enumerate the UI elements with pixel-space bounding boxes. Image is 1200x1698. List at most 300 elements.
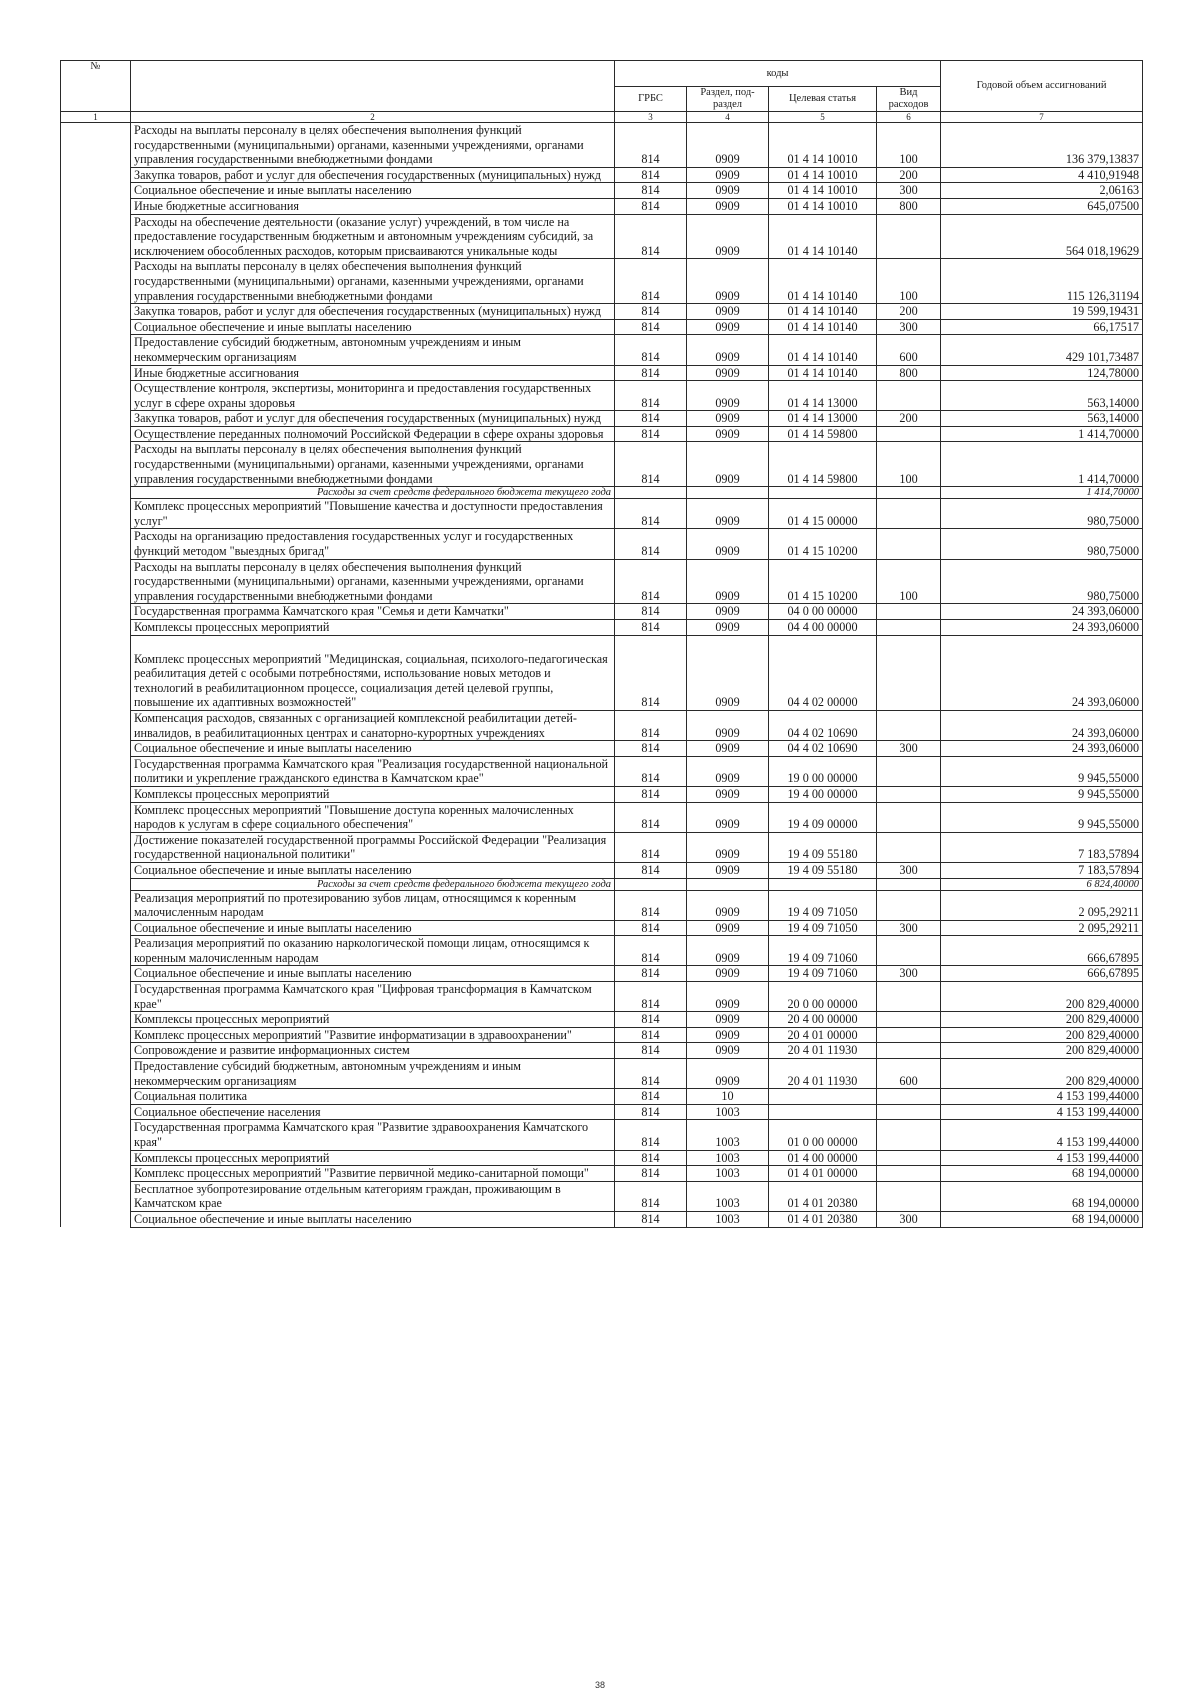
row-grbs: 814 [615, 183, 687, 199]
col-number: 5 [769, 112, 877, 123]
row-index [61, 499, 131, 529]
row-target-article: 19 4 09 00000 [769, 802, 877, 832]
row-expense-type [877, 710, 941, 740]
row-name: Государственная программа Камчатского края "Развитие здравоохранения Камчатского края" [131, 1120, 615, 1150]
row-index [61, 1043, 131, 1059]
row-section [687, 487, 769, 499]
table-row [61, 167, 1143, 183]
row-section: 0909 [687, 183, 769, 199]
row-grbs: 814 [615, 529, 687, 559]
row-grbs [615, 487, 687, 499]
row-section: 0909 [687, 710, 769, 740]
row-amount: 124,78000 [941, 365, 1143, 381]
row-target-article: 19 4 09 71050 [769, 920, 877, 936]
row-index [61, 1181, 131, 1211]
row-section: 0909 [687, 198, 769, 214]
row-name: Комплексы процессных мероприятий [131, 1150, 615, 1166]
table-row [61, 1150, 1143, 1166]
row-expense-type [877, 214, 941, 259]
row-index [61, 198, 131, 214]
row-section: 0909 [687, 966, 769, 982]
row-section: 0909 [687, 1012, 769, 1028]
row-target-article: 19 4 09 71050 [769, 890, 877, 920]
table-row [61, 710, 1143, 740]
budget-table-sheet [60, 60, 1142, 1228]
row-section: 1003 [687, 1211, 769, 1227]
row-grbs: 814 [615, 167, 687, 183]
row-expense-type [877, 982, 941, 1012]
row-expense-type: 600 [877, 1059, 941, 1089]
row-target-article: 04 0 00 00000 [769, 604, 877, 620]
row-index [61, 1089, 131, 1105]
row-grbs: 814 [615, 426, 687, 442]
row-expense-type [877, 529, 941, 559]
row-section: 0909 [687, 559, 769, 604]
row-grbs: 814 [615, 890, 687, 920]
row-grbs: 814 [615, 123, 687, 168]
row-name: Социальное обеспечение и иные выплаты населению [131, 741, 615, 757]
table-row [61, 890, 1143, 920]
row-amount: 200 829,40000 [941, 1027, 1143, 1043]
row-expense-type [877, 936, 941, 966]
row-index [61, 620, 131, 636]
table-row [61, 1012, 1143, 1028]
row-expense-type [877, 620, 941, 636]
row-section: 1003 [687, 1150, 769, 1166]
table-row [61, 604, 1143, 620]
row-expense-type [877, 499, 941, 529]
row-grbs: 814 [615, 499, 687, 529]
row-amount: 24 393,06000 [941, 741, 1143, 757]
row-expense-type: 300 [877, 741, 941, 757]
row-section: 0909 [687, 529, 769, 559]
row-name: Комплексы процессных мероприятий [131, 1012, 615, 1028]
row-expense-type [877, 832, 941, 862]
row-section: 0909 [687, 890, 769, 920]
row-amount: 7 183,57894 [941, 862, 1143, 878]
header-codes: коды [615, 61, 941, 87]
table-row [61, 1211, 1143, 1227]
row-grbs: 814 [615, 635, 687, 710]
row-expense-type: 300 [877, 862, 941, 878]
row-name: Реализация мероприятий по оказанию наркологической помощи лицам, относящимся к коренным малочисленным народам [131, 936, 615, 966]
table-row [61, 1027, 1143, 1043]
row-grbs: 814 [615, 442, 687, 487]
row-target-article: 01 4 14 59800 [769, 442, 877, 487]
row-expense-type [877, 756, 941, 786]
row-section: 0909 [687, 167, 769, 183]
row-name: Расходы на обеспечение деятельности (оказание услуг) учреждений, в том числе на предоставление государственным бюджетным и автономным учреждениям субсидий, за исключением обособленных расходов, которым присваиваются уникальные коды [131, 214, 615, 259]
row-grbs: 814 [615, 259, 687, 304]
row-target-article: 01 4 14 10010 [769, 198, 877, 214]
row-section: 0909 [687, 1059, 769, 1089]
row-section: 0909 [687, 1043, 769, 1059]
row-expense-type [877, 635, 941, 710]
row-section: 1003 [687, 1104, 769, 1120]
row-grbs: 814 [615, 620, 687, 636]
table-row [61, 966, 1143, 982]
row-expense-type [877, 604, 941, 620]
row-index [61, 1166, 131, 1182]
row-target-article: 01 4 14 10140 [769, 304, 877, 320]
table-row [61, 411, 1143, 427]
row-grbs: 814 [615, 862, 687, 878]
col-number: 3 [615, 112, 687, 123]
col-number: 1 [61, 112, 131, 123]
row-index [61, 214, 131, 259]
row-name: Предоставление субсидий бюджетным, автономным учреждениям и иным некоммерческим организациям [131, 335, 615, 365]
row-grbs: 814 [615, 411, 687, 427]
row-amount: 429 101,73487 [941, 335, 1143, 365]
row-amount: 1 414,70000 [941, 426, 1143, 442]
row-expense-type: 600 [877, 335, 941, 365]
row-amount: 9 945,55000 [941, 756, 1143, 786]
row-expense-type: 100 [877, 123, 941, 168]
row-name: Социальное обеспечение и иные выплаты населению [131, 183, 615, 199]
table-row [61, 1043, 1143, 1059]
table-row [61, 442, 1143, 487]
row-target-article [769, 487, 877, 499]
row-index [61, 966, 131, 982]
row-amount: 1 414,70000 [941, 442, 1143, 487]
row-section: 0909 [687, 756, 769, 786]
row-amount: 19 599,19431 [941, 304, 1143, 320]
row-name: Бесплатное зубопротезирование отдельным категориям граждан, проживающим в Камчатском крае [131, 1181, 615, 1211]
row-name: Комплексы процессных мероприятий [131, 786, 615, 802]
row-index [61, 487, 131, 499]
row-index [61, 1211, 131, 1227]
row-target-article: 01 4 14 10140 [769, 365, 877, 381]
row-name: Расходы на выплаты персоналу в целях обеспечения выполнения функций государственными (муниципальными) органами, казенными учреждениями, органами управления государственными внебюджетными фондами [131, 259, 615, 304]
row-target-article: 20 4 01 11930 [769, 1059, 877, 1089]
row-index [61, 183, 131, 199]
row-grbs: 814 [615, 198, 687, 214]
row-index [61, 982, 131, 1012]
row-target-article: 20 4 01 00000 [769, 1027, 877, 1043]
budget-allocation-table [60, 60, 1143, 1228]
row-expense-type [877, 381, 941, 411]
row-section: 0909 [687, 936, 769, 966]
row-index [61, 710, 131, 740]
row-name: Социальное обеспечение и иные выплаты населению [131, 319, 615, 335]
row-target-article: 01 4 14 10140 [769, 335, 877, 365]
row-expense-type: 300 [877, 319, 941, 335]
table-row [61, 920, 1143, 936]
row-amount: 24 393,06000 [941, 604, 1143, 620]
row-name: Комплексы процессных мероприятий [131, 620, 615, 636]
row-section: 0909 [687, 620, 769, 636]
row-expense-type [877, 1043, 941, 1059]
row-grbs: 814 [615, 335, 687, 365]
row-name: Закупка товаров, работ и услуг для обеспечения государственных (муниципальных) нужд [131, 304, 615, 320]
table-row [61, 198, 1143, 214]
row-index [61, 786, 131, 802]
row-grbs: 814 [615, 756, 687, 786]
row-target-article: 01 4 15 10200 [769, 559, 877, 604]
row-index [61, 381, 131, 411]
row-grbs: 814 [615, 559, 687, 604]
row-amount: 980,75000 [941, 499, 1143, 529]
row-section [687, 878, 769, 890]
row-amount: 980,75000 [941, 529, 1143, 559]
row-target-article: 20 4 01 11930 [769, 1043, 877, 1059]
row-section: 0909 [687, 832, 769, 862]
row-index [61, 304, 131, 320]
table-row [61, 559, 1143, 604]
row-grbs: 814 [615, 832, 687, 862]
row-target-article: 19 4 09 55180 [769, 862, 877, 878]
row-grbs: 814 [615, 214, 687, 259]
row-amount: 24 393,06000 [941, 620, 1143, 636]
row-section: 0909 [687, 259, 769, 304]
row-target-article: 01 4 14 13000 [769, 381, 877, 411]
row-grbs: 814 [615, 1150, 687, 1166]
table-row [61, 1104, 1143, 1120]
row-name: Закупка товаров, работ и услуг для обеспечения государственных (муниципальных) нужд [131, 411, 615, 427]
row-amount: 980,75000 [941, 559, 1143, 604]
row-target-article: 01 4 00 00000 [769, 1150, 877, 1166]
row-index [61, 167, 131, 183]
table-row [61, 319, 1143, 335]
row-amount: 115 126,31194 [941, 259, 1143, 304]
row-grbs: 814 [615, 1120, 687, 1150]
row-section: 0909 [687, 635, 769, 710]
row-grbs: 814 [615, 1027, 687, 1043]
row-expense-type [877, 878, 941, 890]
row-target-article: 19 4 09 55180 [769, 832, 877, 862]
row-amount: 6 824,40000 [941, 878, 1143, 890]
row-section: 0909 [687, 604, 769, 620]
row-grbs: 814 [615, 604, 687, 620]
row-target-article: 01 4 15 10200 [769, 529, 877, 559]
row-index [61, 936, 131, 966]
row-name: Компенсация расходов, связанных с организацией комплексной реабилитации детей-инвалидов, в реабилитационных центрах и санаторно-курортных учреждениях [131, 710, 615, 740]
row-target-article: 01 4 14 10140 [769, 259, 877, 304]
row-grbs: 814 [615, 1104, 687, 1120]
row-amount: 68 194,00000 [941, 1211, 1143, 1227]
row-name: Закупка товаров, работ и услуг для обеспечения государственных (муниципальных) нужд [131, 167, 615, 183]
federal-budget-row [61, 878, 1143, 890]
row-grbs: 814 [615, 1012, 687, 1028]
row-name: Сопровождение и развитие информационных систем [131, 1043, 615, 1059]
row-target-article: 04 4 02 00000 [769, 635, 877, 710]
row-name: Социальная политика [131, 1089, 615, 1105]
row-target-article: 19 0 00 00000 [769, 756, 877, 786]
row-target-article: 04 4 02 10690 [769, 741, 877, 757]
row-section: 0909 [687, 862, 769, 878]
row-amount: 4 153 199,44000 [941, 1120, 1143, 1150]
row-amount: 9 945,55000 [941, 802, 1143, 832]
row-index [61, 1120, 131, 1150]
row-amount: 666,67895 [941, 936, 1143, 966]
row-name: Государственная программа Камчатского края "Реализация государственной национальной политики и укрепление гражданского единства в Камчатском крае" [131, 756, 615, 786]
row-expense-type: 300 [877, 1211, 941, 1227]
row-index [61, 862, 131, 878]
row-index [61, 259, 131, 304]
row-target-article: 01 4 01 00000 [769, 1166, 877, 1182]
row-section: 0909 [687, 335, 769, 365]
row-name: Социальное обеспечение и иные выплаты населению [131, 966, 615, 982]
row-index [61, 741, 131, 757]
row-target-article: 20 0 00 00000 [769, 982, 877, 1012]
row-name: Комплекс процессных мероприятий "Повышение доступа коренных малочисленных народов к услугам в сфере социального обеспечения" [131, 802, 615, 832]
row-index [61, 529, 131, 559]
table-body [61, 123, 1143, 1228]
row-grbs: 814 [615, 741, 687, 757]
row-name: Расходы за счет средств федерального бюджета текущего года [131, 487, 615, 499]
row-section: 0909 [687, 214, 769, 259]
col-number: 7 [941, 112, 1143, 123]
row-amount: 9 945,55000 [941, 786, 1143, 802]
row-grbs: 814 [615, 802, 687, 832]
row-index [61, 802, 131, 832]
row-section: 0909 [687, 426, 769, 442]
row-name: Комплекс процессных мероприятий "Развитие информатизации в здравоохранении" [131, 1027, 615, 1043]
row-amount: 2,06163 [941, 183, 1143, 199]
row-target-article [769, 1089, 877, 1105]
table-row [61, 741, 1143, 757]
row-index [61, 319, 131, 335]
row-expense-type [877, 1012, 941, 1028]
row-section: 0909 [687, 442, 769, 487]
row-target-article: 19 4 09 71060 [769, 966, 877, 982]
row-amount: 563,14000 [941, 381, 1143, 411]
row-expense-type [877, 1181, 941, 1211]
row-expense-type [877, 1027, 941, 1043]
row-amount: 4 410,91948 [941, 167, 1143, 183]
table-row [61, 335, 1143, 365]
row-target-article: 01 4 14 10010 [769, 183, 877, 199]
row-index [61, 1027, 131, 1043]
row-target-article [769, 878, 877, 890]
row-index [61, 878, 131, 890]
row-expense-type: 200 [877, 304, 941, 320]
row-amount: 68 194,00000 [941, 1166, 1143, 1182]
table-row [61, 365, 1143, 381]
row-name: Комплекс процессных мероприятий "Повышение качества и доступности предоставления услуг" [131, 499, 615, 529]
table-row [61, 832, 1143, 862]
row-grbs: 814 [615, 365, 687, 381]
row-name: Реализация мероприятий по протезированию зубов лицам, относящимся к коренным малочисленным народам [131, 890, 615, 920]
row-index [61, 365, 131, 381]
row-name: Государственная программа Камчатского края "Семья и дети Камчатки" [131, 604, 615, 620]
row-name: Предоставление субсидий бюджетным, автономным учреждениям и иным некоммерческим организациям [131, 1059, 615, 1089]
row-section: 0909 [687, 802, 769, 832]
col-number: 4 [687, 112, 769, 123]
row-name: Государственная программа Камчатского края "Цифровая трансформация в Камчатском крае" [131, 982, 615, 1012]
row-grbs: 814 [615, 1059, 687, 1089]
table-row [61, 620, 1143, 636]
row-section: 0909 [687, 365, 769, 381]
table-row [61, 426, 1143, 442]
row-target-article: 19 4 09 71060 [769, 936, 877, 966]
row-target-article: 01 4 14 10140 [769, 214, 877, 259]
row-name: Комплекс процессных мероприятий "Развитие первичной медико-санитарной помощи" [131, 1166, 615, 1182]
row-amount: 4 153 199,44000 [941, 1104, 1143, 1120]
row-target-article: 01 4 14 10140 [769, 319, 877, 335]
row-expense-type [877, 1166, 941, 1182]
row-amount: 24 393,06000 [941, 635, 1143, 710]
row-amount: 200 829,40000 [941, 982, 1143, 1012]
row-target-article: 04 4 00 00000 [769, 620, 877, 636]
row-grbs: 814 [615, 304, 687, 320]
row-target-article: 19 4 00 00000 [769, 786, 877, 802]
row-section: 0909 [687, 123, 769, 168]
table-row [61, 786, 1143, 802]
page-number: 38 [594, 1680, 605, 1690]
table-row [61, 802, 1143, 832]
row-target-article [769, 1104, 877, 1120]
row-target-article: 01 4 14 59800 [769, 426, 877, 442]
header-annual-volume: Годовой объем ассигнований [941, 61, 1143, 112]
row-amount: 666,67895 [941, 966, 1143, 982]
table-row [61, 936, 1143, 966]
header-name [131, 61, 615, 112]
row-expense-type [877, 487, 941, 499]
row-amount: 66,17517 [941, 319, 1143, 335]
row-name: Осуществление контроля, экспертизы, мониторинга и предоставления государственных услуг в сфере охраны здоровья [131, 381, 615, 411]
row-section: 0909 [687, 920, 769, 936]
table-row [61, 529, 1143, 559]
row-name: Расходы на выплаты персоналу в целях обеспечения выполнения функций государственными (муниципальными) органами, казенными учреждениями, органами управления государственными внебюджетными фондами [131, 442, 615, 487]
table-row [61, 259, 1143, 304]
row-name: Расходы за счет средств федерального бюджета текущего года [131, 878, 615, 890]
row-expense-type: 100 [877, 259, 941, 304]
row-expense-type: 300 [877, 920, 941, 936]
row-target-article: 04 4 02 10690 [769, 710, 877, 740]
row-target-article: 01 4 15 00000 [769, 499, 877, 529]
table-row [61, 1166, 1143, 1182]
row-index [61, 604, 131, 620]
row-expense-type: 800 [877, 198, 941, 214]
row-amount: 68 194,00000 [941, 1181, 1143, 1211]
row-expense-type [877, 1120, 941, 1150]
row-section: 1003 [687, 1120, 769, 1150]
row-section: 10 [687, 1089, 769, 1105]
table-row [61, 304, 1143, 320]
row-grbs [615, 878, 687, 890]
table-row [61, 183, 1143, 199]
row-name: Социальное обеспечение населения [131, 1104, 615, 1120]
table-row [61, 756, 1143, 786]
row-target-article: 01 4 14 13000 [769, 411, 877, 427]
table-row [61, 862, 1143, 878]
row-name: Достижение показателей государственной программы Российской Федерации "Реализация государственной национальной политики" [131, 832, 615, 862]
row-amount: 24 393,06000 [941, 710, 1143, 740]
row-section: 0909 [687, 319, 769, 335]
row-index [61, 832, 131, 862]
row-grbs: 814 [615, 1181, 687, 1211]
row-index [61, 1059, 131, 1089]
row-target-article: 01 4 01 20380 [769, 1181, 877, 1211]
row-name: Социальное обеспечение и иные выплаты населению [131, 1211, 615, 1227]
row-amount: 200 829,40000 [941, 1059, 1143, 1089]
row-index [61, 123, 131, 168]
row-expense-type: 200 [877, 167, 941, 183]
row-section: 0909 [687, 411, 769, 427]
row-section: 0909 [687, 741, 769, 757]
row-grbs: 814 [615, 1089, 687, 1105]
row-grbs: 814 [615, 381, 687, 411]
row-grbs: 814 [615, 936, 687, 966]
row-name: Комплекс процессных мероприятий "Медицинская, социальная, психолого-педагогическая реабилитация детей с особыми потребностями, использование новых методов и технологий в реабилитационном процессе, социализация детей целевой группы, повышение их адаптивных возможностей" [131, 635, 615, 710]
row-section: 0909 [687, 381, 769, 411]
row-index [61, 756, 131, 786]
row-section: 0909 [687, 304, 769, 320]
table-row [61, 635, 1143, 710]
row-section: 1003 [687, 1181, 769, 1211]
header-no: № [61, 61, 131, 112]
